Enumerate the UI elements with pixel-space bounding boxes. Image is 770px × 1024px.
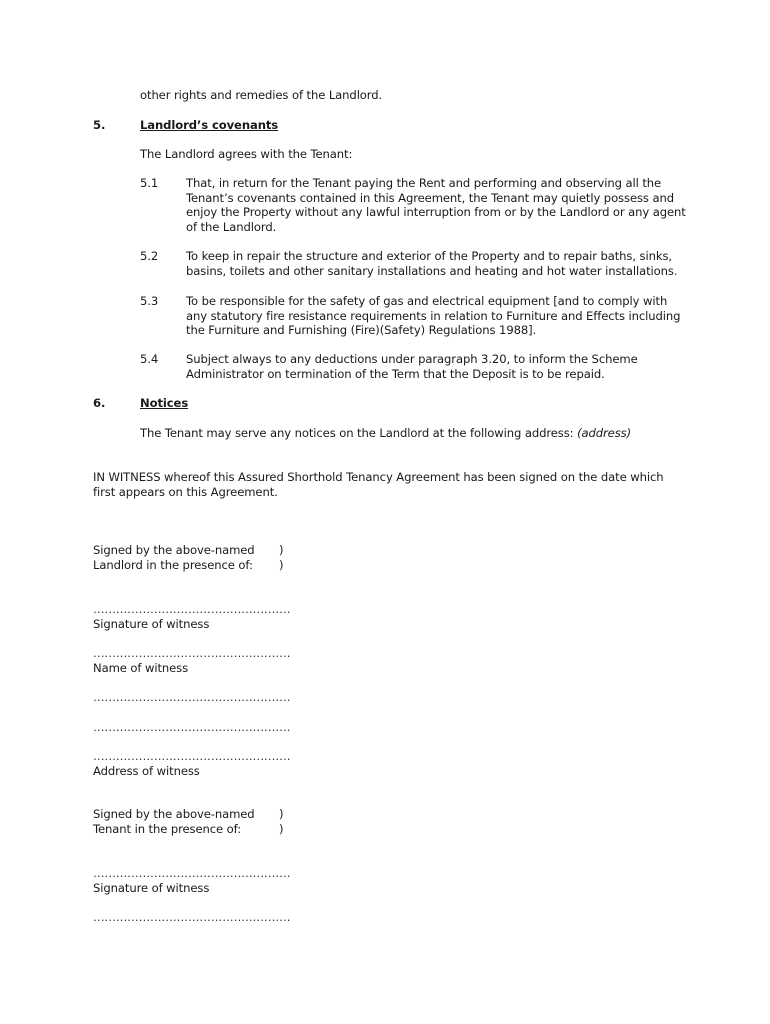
clause-5-3-number: 5.3 — [140, 294, 159, 308]
tenant-signed-line1: Signed by the above-named — [93, 807, 255, 821]
section-6-heading: Notices — [140, 396, 189, 410]
tenant-witness-signature-line: ……………………………………………. — [93, 866, 291, 880]
landlord-witness-address-line-3: ……………………………………………. — [93, 749, 291, 763]
landlord-witness-signature-line: ……………………………………………. — [93, 602, 291, 616]
tenant-witness-name-line: ……………………………………………. — [93, 910, 291, 924]
clause-5-2-text: To keep in repair the structure and exterior of the Property and to repair baths, sinks, basins, toilets and other sanitary installations and heating and hot water installations. — [186, 249, 678, 278]
landlord-witness-name-label: Name of witness — [93, 661, 189, 675]
section-6-number: 6. — [93, 396, 106, 410]
clause-5-2-number: 5.2 — [140, 249, 159, 263]
landlord-witness-signature-label: Signature of witness — [93, 617, 210, 631]
clause-5-1-text: That, in return for the Tenant paying the Rent and performing and observing all the Tenant’s covenants contained in this Agreement, the Tenant may quietly possess and enjoy the Property without any lawful interruption from or by the Landlord or any agent of the Landlord. — [186, 176, 686, 234]
notices-text — [140, 426, 631, 441]
tenant-paren-2: ) — [279, 822, 284, 836]
landlord-witness-name-line: ……………………………………………. — [93, 646, 291, 660]
landlord-witness-address-label: Address of witness — [93, 764, 200, 778]
address-placeholder: (address) — [577, 426, 632, 440]
clause-5-4-text: Subject always to any deductions under paragraph 3.20, to inform the Scheme Administrator on termination of the Term that the Deposit is to be repaid. — [186, 352, 638, 381]
landlord-paren-2: ) — [279, 558, 284, 572]
clause-5-3-text: To be responsible for the safety of gas and electrical equipment [and to comply with any statutory fire resistance requirements in relation to Furniture and Effects including the Furniture and Furnishing (Fire)(Safety) Regulations 1988]. — [186, 294, 681, 338]
continuation-text: other rights and remedies of the Landlord. — [140, 88, 383, 102]
landlord-witness-address-line-2: ……………………………………………. — [93, 720, 291, 734]
tenant-paren-1: ) — [279, 807, 284, 821]
landlord-signed-line2: Landlord in the presence of: — [93, 558, 253, 572]
landlord-signed-line1: Signed by the above-named — [93, 543, 255, 557]
clause-5-4-number: 5.4 — [140, 352, 159, 366]
tenant-witness-signature-label: Signature of witness — [93, 881, 210, 895]
notices-sentence: The Tenant may serve any notices on the Landlord at the following address: — [140, 426, 574, 440]
witness-clause: IN WITNESS whereof this Assured Shorthold Tenancy Agreement has been signed on the date which first appears on this Agreement. — [93, 470, 664, 499]
section-5-heading: Landlord’s covenants — [140, 118, 279, 132]
landlord-paren-1: ) — [279, 543, 284, 557]
clause-5-1-number: 5.1 — [140, 176, 159, 190]
tenant-signed-line2: Tenant in the presence of: — [93, 822, 242, 836]
section-5-number: 5. — [93, 118, 106, 132]
section-5-intro: The Landlord agrees with the Tenant: — [140, 147, 353, 161]
landlord-witness-address-line-1: ……………………………………………. — [93, 690, 291, 704]
